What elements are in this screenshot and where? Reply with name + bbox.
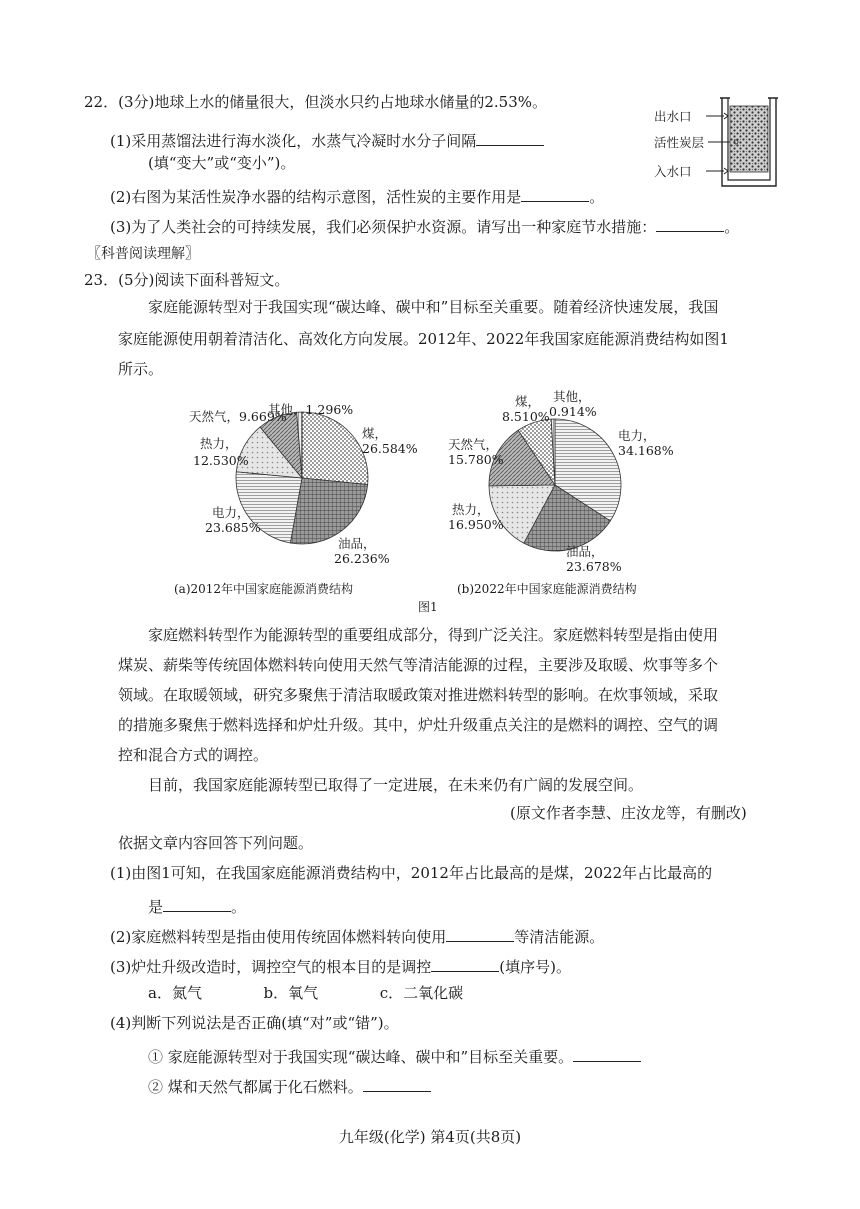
pie-2012-slice-0 [302, 412, 368, 485]
q23-sub4: (4)判断下列说法是否正确(填“对”或“错”)。 [110, 1014, 399, 1032]
label-2022-power: 电力， [618, 428, 656, 443]
q23-p1-line1: 家庭能源转型对于我国实现“碳达峰、碳中和”目标至关重要。随着经济快速发展，我国 [148, 298, 719, 316]
q22-sub2-text: (2)右图为某活性炭净水器的结构示意图，活性炭的主要作用是 [110, 188, 522, 206]
label-2022-heat-pct: 16.950% [448, 517, 504, 532]
label-2012-coal-pct: 26.584% [362, 441, 418, 456]
option-a: a．氮气 [148, 984, 202, 1002]
q22-sub2-end: 。 [589, 188, 605, 206]
fig-carbon-label: 活性炭层 [654, 135, 705, 150]
pie-chart-2022 [489, 419, 621, 551]
label-2022-gas: 天然气， [448, 437, 499, 452]
q23-sub1-line2 [148, 896, 246, 915]
label-2022-heat: 热力， [452, 502, 490, 517]
label-2022-coal-pct: 8.510% [502, 409, 550, 424]
label-2012-coal: 煤， [362, 426, 388, 441]
label-2022-oil-pct: 23.678% [566, 559, 622, 574]
q22-sub1 [110, 130, 544, 149]
q23-p2-line1: 家庭燃料转型作为能源转型的重要组成部分，得到广泛关注。家庭燃料转型是指由使用 [148, 626, 719, 644]
q22-sub3-end: 。 [724, 218, 740, 236]
q22-blank-3[interactable] [656, 216, 724, 232]
label-2022-other: 其他， [553, 389, 591, 404]
label-2012-other: 其他，1.296% [268, 402, 354, 417]
label-2012-power: 电力， [212, 505, 250, 520]
q23-p1-line3: 所示。 [118, 360, 164, 378]
q23-p2-line4: 的措施多聚焦于燃料选择和炉灶升级。其中，炉灶升级重点关注的是燃料的调控、空气的调 [118, 716, 719, 734]
q22-blank-1[interactable] [476, 130, 544, 146]
q23-sub4-item1-text: ① 家庭能源转型对于我国实现“碳达峰、碳中和”目标至关重要。 [148, 1048, 574, 1066]
q23-blank-1[interactable] [163, 896, 231, 912]
q23-blank-5[interactable] [363, 1076, 431, 1092]
q22-blank-2[interactable] [521, 186, 589, 202]
fig-inlet-label: 入水口 [654, 164, 692, 179]
water-purifier-figure [640, 90, 780, 190]
q23-sub1-prefix: 是 [148, 898, 164, 916]
q22-sub2 [110, 186, 604, 205]
q23-p3: 目前，我国家庭能源转型已取得了一定进展，在未来仍有广阔的发展空间。 [148, 776, 644, 794]
q22-sub3 [110, 216, 739, 235]
label-2012-oil-pct: 26.236% [334, 551, 390, 566]
q22-sub1-text: (1)采用蒸馏法进行海水淡化，水蒸气冷凝时水分子间隔 [110, 132, 477, 150]
pie-2012-slice-1 [290, 478, 367, 544]
q23-stem: 23．(5分)阅读下面科普短文。 [84, 271, 290, 289]
q22-sub3-text: (3)为了人类社会的可持续发展，我们必须保护水资源。请写出一种家庭节水措施： [110, 218, 657, 236]
label-2022-gas-pct: 15.780% [448, 452, 504, 467]
page-footer: 九年级(化学) 第4页(共8页) [338, 1128, 522, 1146]
figure-1-label: 图1 [418, 600, 438, 614]
label-2012-heat-pct: 12.530% [193, 453, 249, 468]
q23-p2-line5: 控和混合方式的调控。 [118, 746, 269, 764]
q23-blank-2[interactable] [446, 926, 514, 942]
q23-p1-line2: 家庭能源使用朝着清洁化、高效化方向发展。2012年、2022年我国家庭能源消费结构如图1 [118, 330, 729, 348]
chart-a-caption: (a)2012年中国家庭能源消费结构 [174, 582, 354, 596]
q23-p2-line3: 领域。在取暖领域，研究多聚焦于清洁取暖政策对推进燃料转型的影响。在炊事领域，采取 [118, 686, 719, 704]
q23-sub3-text: (3)炉灶升级改造时，调控空气的根本目的是调控 [110, 958, 432, 976]
q23-sub4-item2 [148, 1076, 431, 1095]
q23-sub1-line1: (1)由图1可知，在我国家庭能源消费结构中，2012年占比最高的是煤，2022年占比最高的 [110, 864, 713, 882]
q23-sub4-item1 [148, 1046, 641, 1065]
q22-sub1-hint: (填“变大”或“变小”)。 [148, 154, 296, 172]
carbon-layer [730, 106, 768, 172]
purifier-diagram [640, 90, 780, 190]
q23-blank-3[interactable] [431, 956, 499, 972]
label-2012-heat: 热力， [200, 436, 238, 451]
fig-outlet-label: 出水口 [654, 109, 692, 124]
q23-source: (原文作者李慧、庄汝龙等，有删改) [510, 804, 747, 822]
q23-blank-4[interactable] [573, 1046, 641, 1062]
q23-sub1-end: 。 [231, 898, 247, 916]
q23-sub2 [110, 926, 604, 945]
q23-sub2-text: (2)家庭燃料转型是指由使用传统固体燃料转向使用 [110, 928, 447, 946]
label-2022-power-pct: 34.168% [618, 443, 674, 458]
q22-stem: 22．(3分)地球上水的储量很大，但淡水只约占地球水储量的2.53%。 [84, 93, 547, 111]
q23-options [148, 986, 463, 1001]
section-heading: 〖科普阅读理解〗 [87, 246, 199, 262]
label-2012-power-pct: 23.685% [205, 520, 261, 535]
label-2022-other-pct: 0.914% [549, 404, 597, 419]
q23-sub3 [110, 956, 571, 975]
q23-intro: 依据文章内容回答下列问题。 [118, 834, 314, 852]
q23-p2-line2: 煤炭、薪柴等传统固体燃料转向使用天然气等清洁能源的过程，主要涉及取暖、炊事等多个 [118, 656, 719, 674]
q23-sub2-end: 等清洁能源。 [514, 928, 605, 946]
label-2012-oil: 油品， [338, 536, 376, 551]
q23-sub4-item2-text: ② 煤和天然气都属于化石燃料。 [148, 1078, 363, 1096]
chart-b-caption: (b)2022年中国家庭能源消费结构 [457, 582, 637, 596]
q23-sub3-end: (填序号)。 [499, 958, 571, 976]
option-b: b．氧气 [263, 984, 319, 1002]
label-2022-oil: 油品， [566, 544, 604, 559]
pie-charts [0, 390, 860, 620]
label-2012-gas: 天然气，9.669% [189, 409, 287, 424]
option-c: c．二氧化碳 [379, 984, 464, 1002]
label-2022-coal: 煤， [515, 394, 541, 409]
